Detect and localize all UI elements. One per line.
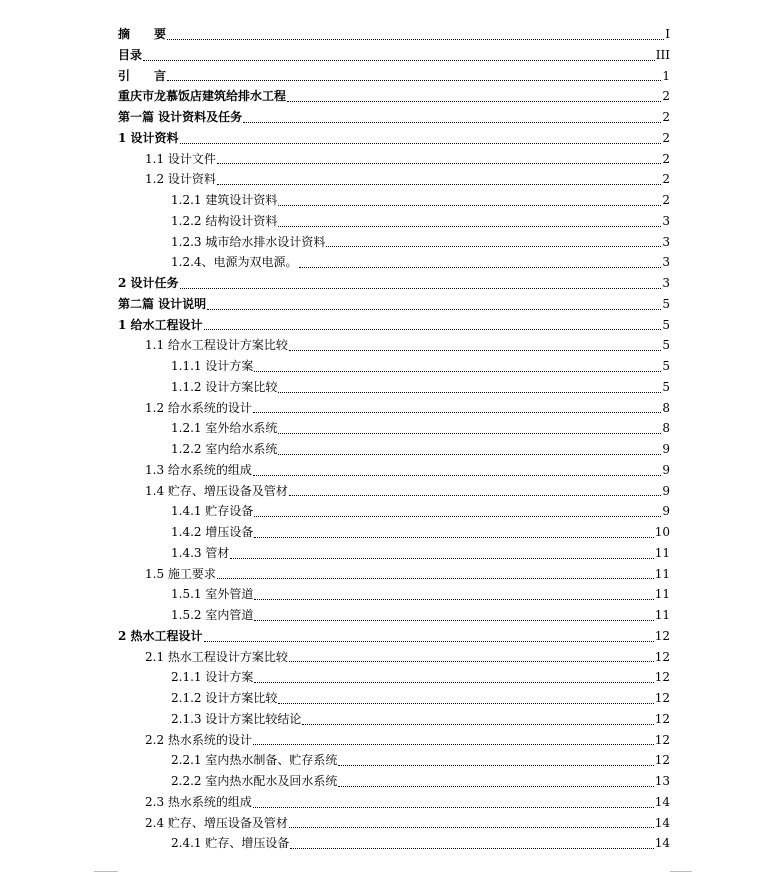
dot-leader — [326, 246, 661, 247]
toc-entry[interactable] — [118, 45, 670, 66]
toc-entry-page-number: 5 — [662, 317, 670, 332]
toc-entry[interactable] — [118, 273, 670, 294]
toc-entry[interactable] — [118, 211, 670, 232]
toc-entry-page-number: 2 — [662, 151, 670, 166]
toc-entry[interactable] — [118, 481, 670, 502]
toc-entry-title: 2.4.1 贮存、增压设备 — [171, 836, 290, 851]
toc-entry-page-number: 3 — [662, 213, 670, 228]
dot-leader — [217, 578, 654, 579]
dot-leader — [338, 786, 653, 787]
toc-entry-title: 1.2.3 城市给水排水设计资料 — [171, 234, 326, 249]
toc-entry-title: 2 设计任务 — [118, 276, 179, 290]
toc-entry-title: 1.2.2 室内给水系统 — [171, 442, 278, 456]
toc-entry-page-number: 2 — [662, 193, 670, 207]
dot-leader — [290, 848, 653, 849]
toc-entry[interactable] — [118, 647, 670, 668]
toc-entry[interactable] — [118, 439, 670, 460]
toc-entry-page-number: 14 — [654, 815, 670, 830]
toc-entry[interactable] — [118, 149, 670, 170]
dot-leader — [217, 163, 661, 164]
dot-leader — [254, 537, 653, 538]
toc-entry[interactable] — [118, 190, 670, 211]
dot-leader — [167, 80, 661, 81]
toc-entry-title: 1.5.2 室内管道 — [171, 608, 254, 622]
toc-entry[interactable] — [118, 398, 670, 419]
toc-entry[interactable] — [118, 128, 670, 149]
toc-entry[interactable] — [118, 813, 670, 834]
toc-entry-title: 2.1.2 设计方案比较 — [171, 691, 278, 705]
dot-leader — [299, 267, 662, 268]
toc-entry[interactable] — [118, 605, 670, 626]
toc-entry-title: 1.1.1 设计方案 — [171, 359, 254, 373]
toc-entry-page-number: 12 — [654, 670, 670, 685]
toc-entry-page-number: III — [655, 47, 670, 62]
toc-entry-page-number: 8 — [662, 421, 670, 436]
toc-entry[interactable] — [118, 833, 670, 854]
toc-entry[interactable] — [118, 771, 670, 792]
toc-entry-page-number: 12 — [654, 649, 670, 664]
dot-leader — [254, 371, 661, 372]
toc-entry[interactable] — [118, 584, 670, 605]
toc-entry-page-number: 9 — [662, 442, 670, 456]
toc-entry[interactable] — [118, 792, 670, 813]
dot-leader — [278, 433, 661, 434]
toc-entry-title: 2.1 热水工程设计方案比较 — [145, 649, 288, 664]
dot-leader — [338, 765, 653, 766]
toc-entry-page-number: 5 — [662, 379, 670, 394]
toc-entry[interactable] — [118, 564, 670, 585]
toc-entry[interactable] — [118, 377, 670, 398]
toc-entry-title: 1.2.1 建筑设计资料 — [171, 193, 278, 207]
dot-leader — [167, 39, 664, 40]
toc-entry-title: 目录 — [118, 47, 143, 62]
toc-entry-title: 第二篇 设计说明 — [118, 296, 207, 311]
toc-entry[interactable] — [118, 626, 670, 647]
toc-entry[interactable] — [118, 688, 670, 709]
toc-entry-title: 1 给水工程设计 — [118, 317, 203, 332]
toc-entry-title: 1.1 设计文件 — [145, 151, 216, 166]
toc-entry-page-number: 8 — [662, 400, 670, 415]
toc-entry-page-number: I — [665, 27, 670, 41]
dot-leader — [254, 599, 653, 600]
dot-leader — [180, 288, 662, 289]
dot-leader — [143, 60, 655, 61]
toc-entry-page-number: 12 — [654, 711, 670, 726]
dot-leader — [230, 558, 653, 559]
toc-entry-title: 1.3 给水系统的组成 — [145, 462, 252, 477]
toc-entry-title: 2.2.1 室内热水制备、贮存系统 — [171, 753, 338, 768]
toc-entry-title: 2.1.3 设计方案比较结论 — [171, 711, 302, 726]
toc-entry-title: 2 热水工程设计 — [118, 628, 203, 643]
toc-entry-page-number: 5 — [662, 296, 670, 311]
dot-leader — [254, 620, 653, 621]
table-of-contents — [118, 24, 670, 854]
toc-entry[interactable] — [118, 107, 670, 128]
toc-entry-title: 2.4 贮存、增压设备及管材 — [145, 815, 288, 830]
toc-entry-page-number: 9 — [662, 504, 670, 519]
toc-entry-title: 重庆市龙慕饭店建筑给排水工程 — [118, 89, 287, 104]
toc-entry-page-number: 12 — [654, 732, 670, 747]
toc-entry-page-number: 11 — [654, 608, 670, 622]
toc-entry-page-number: 5 — [662, 359, 670, 373]
dot-leader — [254, 682, 653, 683]
dot-leader — [217, 184, 661, 185]
toc-entry-page-number: 9 — [662, 462, 670, 477]
toc-entry[interactable] — [118, 460, 670, 481]
toc-entry[interactable] — [118, 750, 670, 771]
dot-leader — [243, 122, 661, 123]
toc-entry-page-number: 12 — [654, 691, 670, 705]
dot-leader — [254, 516, 661, 517]
toc-entry[interactable] — [118, 522, 670, 543]
toc-entry[interactable] — [118, 315, 670, 336]
toc-entry-title: 2.2.2 室内热水配水及回水系统 — [171, 774, 338, 788]
dot-leader — [278, 205, 661, 206]
toc-entry-page-number: 3 — [662, 234, 670, 249]
toc-entry-title: 1.4.1 贮存设备 — [171, 504, 254, 519]
toc-entry[interactable] — [118, 252, 670, 273]
dot-leader — [289, 350, 661, 351]
toc-entry-page-number: 11 — [654, 587, 670, 602]
toc-entry-page-number: 2 — [662, 172, 670, 187]
toc-entry-title: 引 言 — [118, 68, 167, 83]
toc-entry-page-number: 9 — [662, 483, 670, 498]
toc-entry[interactable] — [118, 501, 670, 522]
dot-leader — [180, 143, 662, 144]
toc-entry-title: 1.1 给水工程设计方案比较 — [145, 338, 288, 353]
toc-entry-title: 1.4.2 增压设备 — [171, 525, 254, 539]
dot-leader — [278, 454, 661, 455]
toc-entry-title: 1.2 给水系统的设计 — [145, 400, 252, 415]
toc-entry-title: 1.2.4、电源为双电源。 — [171, 255, 298, 270]
toc-entry-title: 1.4.3 管材 — [171, 545, 230, 560]
toc-entry-page-number: 13 — [654, 774, 670, 788]
toc-entry[interactable] — [118, 667, 670, 688]
toc-entry-page-number: 12 — [654, 753, 670, 768]
toc-entry-page-number: 14 — [654, 794, 670, 809]
toc-entry-page-number: 3 — [662, 276, 670, 290]
toc-entry[interactable] — [118, 169, 670, 190]
dot-leader — [253, 475, 661, 476]
dot-leader — [289, 661, 654, 662]
toc-entry-page-number: 2 — [662, 130, 670, 145]
toc-entry-title: 1.5.1 室外管道 — [171, 587, 254, 602]
toc-entry[interactable] — [118, 66, 670, 87]
toc-entry-page-number: 1 — [662, 68, 670, 83]
toc-entry-page-number: 11 — [654, 545, 670, 560]
toc-entry[interactable] — [118, 730, 670, 751]
toc-entry-title: 摘 要 — [118, 27, 167, 41]
dot-leader — [207, 309, 661, 310]
toc-entry[interactable] — [118, 24, 670, 45]
toc-entry-page-number: 10 — [654, 525, 670, 539]
toc-entry-title: 1.1.2 设计方案比较 — [171, 379, 278, 394]
toc-entry[interactable] — [118, 86, 670, 107]
dot-leader — [278, 703, 653, 704]
dot-leader — [204, 641, 654, 642]
dot-leader — [278, 226, 661, 227]
dot-leader — [253, 807, 654, 808]
toc-entry-page-number: 3 — [662, 255, 670, 270]
toc-entry-page-number: 11 — [654, 566, 670, 581]
toc-entry-title: 1.4 贮存、增压设备及管材 — [145, 483, 288, 498]
dot-leader — [287, 101, 661, 102]
footer-rule-right — [670, 871, 692, 872]
toc-entry-title: 1.2.2 结构设计资料 — [171, 213, 278, 228]
toc-entry-title: 1.2 设计资料 — [145, 172, 216, 187]
dot-leader — [253, 744, 654, 745]
dot-leader — [289, 827, 654, 828]
dot-leader — [204, 329, 662, 330]
toc-entry-title: 1 设计资料 — [118, 130, 179, 145]
toc-entry-title: 1.2.1 室外给水系统 — [171, 421, 278, 436]
toc-entry[interactable] — [118, 294, 670, 315]
toc-entry-page-number: 12 — [654, 628, 670, 643]
toc-entry[interactable] — [118, 709, 670, 730]
toc-entry[interactable] — [118, 543, 670, 564]
toc-entry-title: 2.2 热水系统的设计 — [145, 732, 252, 747]
toc-entry[interactable] — [118, 356, 670, 377]
toc-entry-page-number: 5 — [662, 338, 670, 353]
toc-entry[interactable] — [118, 232, 670, 253]
toc-entry-title: 2.3 热水系统的组成 — [145, 794, 252, 809]
toc-entry[interactable] — [118, 335, 670, 356]
toc-entry-title: 1.5 施工要求 — [145, 566, 216, 581]
toc-entry-title: 第一篇 设计资料及任务 — [118, 110, 243, 124]
toc-entry-page-number: 2 — [662, 110, 670, 124]
dot-leader — [253, 412, 661, 413]
toc-entry-page-number: 14 — [654, 836, 670, 851]
footer-rule-left — [94, 871, 118, 872]
dot-leader — [278, 392, 661, 393]
dot-leader — [302, 724, 653, 725]
toc-entry[interactable] — [118, 418, 670, 439]
dot-leader — [289, 495, 661, 496]
toc-entry-page-number: 2 — [662, 89, 670, 104]
toc-entry-title: 2.1.1 设计方案 — [171, 670, 254, 685]
